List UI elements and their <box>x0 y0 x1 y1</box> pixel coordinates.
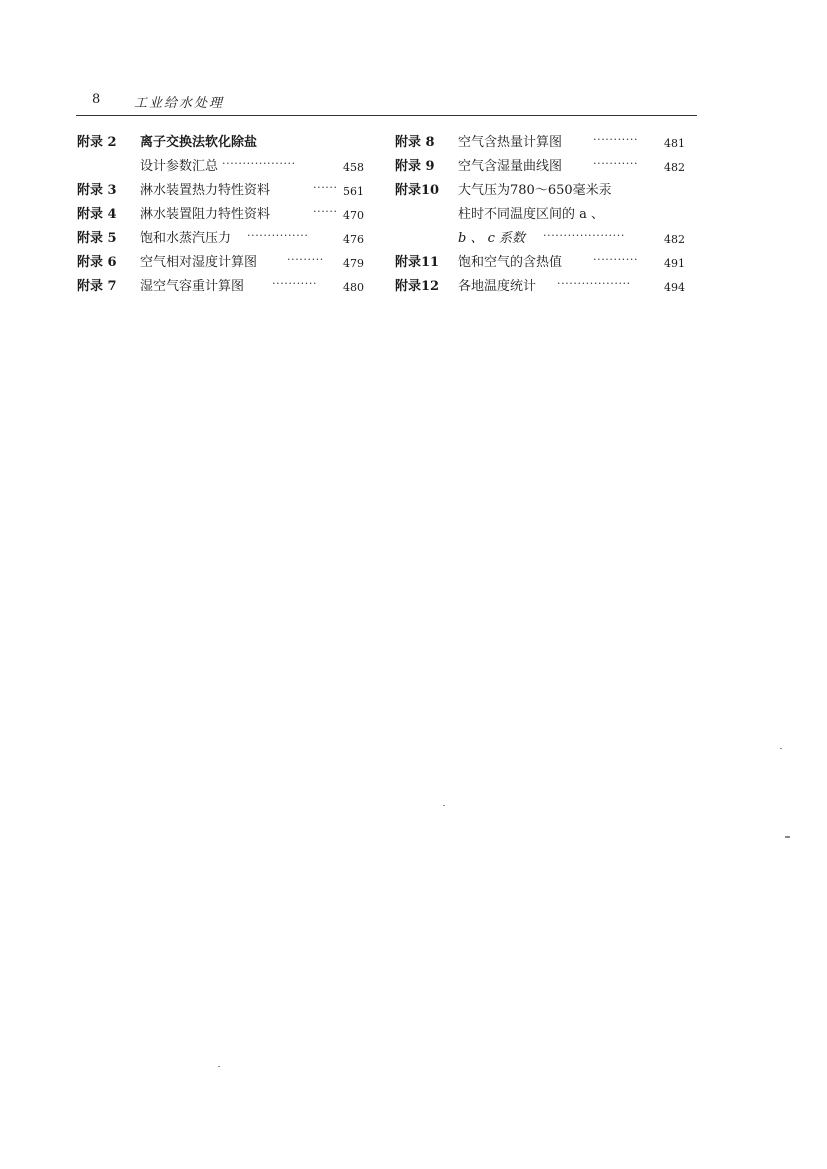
toc-dot-leader: ······ <box>313 181 338 194</box>
toc-dot-leader: ···················· <box>543 229 625 242</box>
toc-entry-label: 附录 4 <box>77 207 117 222</box>
toc-entry <box>395 155 685 179</box>
toc-entry-page: 482 <box>664 161 685 174</box>
toc-entry <box>395 131 685 155</box>
toc-entry <box>395 227 685 251</box>
toc-entry-page: 480 <box>343 281 364 294</box>
toc-entry-title: 空气含热量计算图 <box>458 135 563 150</box>
toc-entry-page: 479 <box>343 257 364 270</box>
toc-entry <box>395 275 685 299</box>
scan-speck <box>218 1066 220 1067</box>
toc-entry-title: 淋水装置热力特性资料 <box>140 183 271 198</box>
toc-entry-page: 481 <box>664 137 685 150</box>
toc-entry-title: 湿空气容重计算图 <box>140 279 245 294</box>
toc-entry-title: 饱和水蒸汽压力 <box>140 231 232 246</box>
toc-entry <box>77 131 364 155</box>
toc-entry-page: 470 <box>343 209 364 222</box>
toc-dot-leader: ········· <box>287 253 324 266</box>
toc-dot-leader: ··············· <box>247 229 309 242</box>
toc-entry-page: 476 <box>343 233 364 246</box>
toc-dot-leader: ··········· <box>593 253 639 266</box>
toc-entry-label: 附录 9 <box>395 159 435 174</box>
toc-entry-page: 491 <box>664 257 685 270</box>
toc-entry-label: 附录10 <box>395 183 440 198</box>
toc-entry-title: b 、 c 系数 <box>458 231 525 246</box>
toc-entry-page: 494 <box>664 281 685 294</box>
toc-entry-title: 淋水装置阻力特性资料 <box>140 207 271 222</box>
page-header <box>92 90 697 112</box>
page-number: 8 <box>92 92 101 107</box>
toc-entry-label: 附录 5 <box>77 231 117 246</box>
header-rule <box>76 115 697 116</box>
toc-entry-title: 大气压为780～650毫米汞 <box>458 183 612 198</box>
toc-entry <box>77 203 364 227</box>
toc-entry <box>395 251 685 275</box>
toc-entry-page: 482 <box>664 233 685 246</box>
toc-entry-label: 附录 2 <box>77 135 117 150</box>
toc-entry-label: 附录 7 <box>77 279 117 294</box>
toc-dot-leader: ··········· <box>272 277 318 290</box>
toc-entry-title: 设计参数汇总 <box>140 159 219 174</box>
toc-entry-page: 561 <box>343 185 364 198</box>
toc-entry-label: 附录11 <box>395 255 440 270</box>
toc-entry-title: 柱时不同温度区间的 a 、 <box>458 207 605 222</box>
toc-dot-leader: ·················· <box>557 277 631 290</box>
toc-entry <box>395 203 685 227</box>
running-title: 工业给水处理 <box>134 96 225 111</box>
toc-left-column <box>77 131 364 299</box>
toc-entry <box>77 251 364 275</box>
toc-entry-title: 饱和空气的含热值 <box>458 255 563 270</box>
toc-entry-title: 空气含湿量曲线图 <box>458 159 563 174</box>
toc-entry-label: 附录 6 <box>77 255 117 270</box>
toc-entry <box>77 275 364 299</box>
toc-entry-label: 附录12 <box>395 279 440 294</box>
toc-entry-label: 附录 3 <box>77 183 117 198</box>
scan-speck <box>780 748 782 749</box>
toc-dot-leader: ·················· <box>222 157 296 170</box>
toc-right-column <box>395 131 685 299</box>
toc-entry-label: 附录 8 <box>395 135 435 150</box>
toc-entry-title: 空气相对湿度计算图 <box>140 255 258 270</box>
toc-dot-leader: ······ <box>313 205 338 218</box>
toc-dot-leader: ··········· <box>593 157 639 170</box>
scan-speck <box>785 836 790 838</box>
toc-entry-title: 各地温度统计 <box>458 279 537 294</box>
toc-entry <box>395 179 685 203</box>
toc-entry-title: 离子交换法软化除盐 <box>140 135 258 150</box>
toc-dot-leader: ··········· <box>593 133 639 146</box>
toc-entry-page: 458 <box>343 161 364 174</box>
scan-speck <box>443 805 445 806</box>
